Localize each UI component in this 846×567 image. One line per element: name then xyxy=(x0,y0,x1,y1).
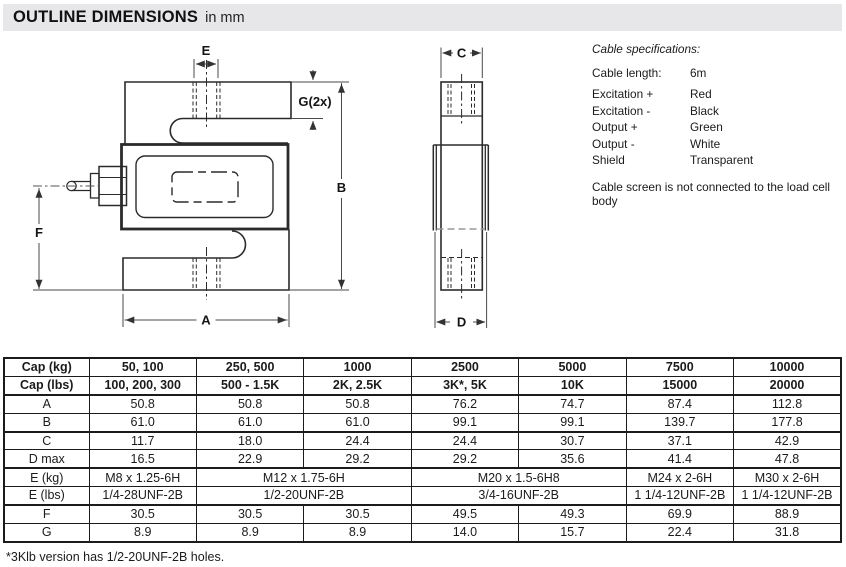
table-cell: 49.3 xyxy=(519,505,626,523)
cable-specifications xyxy=(592,41,846,209)
page-title: OUTLINE DIMENSIONS xyxy=(13,8,199,26)
dim-label-g: G(2x) xyxy=(298,94,332,109)
table-cell: 88.9 xyxy=(734,505,841,523)
table-cell: 15000 xyxy=(626,376,733,394)
dim-label-f: F xyxy=(35,225,43,240)
row-label: C xyxy=(4,432,89,450)
table-cell: 30.7 xyxy=(519,432,626,450)
cable-spec-row xyxy=(592,103,846,120)
table-cell: 2K, 2.5K xyxy=(304,376,411,394)
table-cell: 50.8 xyxy=(304,395,411,413)
cable-connector xyxy=(33,167,127,206)
table-cell: 18.0 xyxy=(196,432,303,450)
table-cell: 139.7 xyxy=(626,413,733,431)
spec-label: Output + xyxy=(592,120,638,134)
table-cell: 3K*, 5K xyxy=(411,376,518,394)
table-cell: 22.9 xyxy=(196,450,303,468)
table-cell: 61.0 xyxy=(89,413,196,431)
row-label: F xyxy=(4,505,89,523)
table-cell: 2500 xyxy=(411,358,518,376)
table-row xyxy=(4,395,841,413)
table-cell: 7500 xyxy=(626,358,733,376)
cable-spec-row xyxy=(592,136,846,153)
table-cell: 30.5 xyxy=(196,505,303,523)
spec-value: Black xyxy=(690,103,719,118)
table-cell: 87.4 xyxy=(626,395,733,413)
cable-spec-row xyxy=(592,65,846,82)
table-cell: 24.4 xyxy=(304,432,411,450)
spec-label: Excitation + xyxy=(592,87,654,101)
table-cell: 50.8 xyxy=(196,395,303,413)
dim-label-e: E xyxy=(201,43,211,58)
table-cell: 8.9 xyxy=(196,524,303,542)
table-cell: 76.2 xyxy=(411,395,518,413)
spec-value: Green xyxy=(690,120,723,134)
table-row xyxy=(4,432,841,450)
table-cell: 99.1 xyxy=(411,413,518,431)
front-view xyxy=(33,60,291,300)
table-cell: M8 x 1.25-6H xyxy=(89,468,196,486)
table-row xyxy=(4,468,841,486)
table-cell: 11.7 xyxy=(89,432,196,450)
cable-spec-row xyxy=(592,86,846,103)
table-row xyxy=(4,450,841,468)
table-cell: M20 x 1.5-6H8 xyxy=(411,468,626,486)
row-label: E (kg) xyxy=(4,468,89,486)
table-cell: 1000 xyxy=(304,358,411,376)
spec-value: 6m xyxy=(690,65,707,80)
table-cell: 177.8 xyxy=(734,413,841,431)
row-label: A xyxy=(4,395,89,413)
table-row xyxy=(4,524,841,542)
table-cell: 47.8 xyxy=(734,450,841,468)
table-cell: 24.4 xyxy=(411,432,518,450)
row-label: B xyxy=(4,413,89,431)
cable-spec-row xyxy=(592,152,846,169)
table-cell: 250, 500 xyxy=(196,358,303,376)
row-label: Cap (kg) xyxy=(4,358,89,376)
table-cell: 15.7 xyxy=(519,524,626,542)
table-cell: 3/4-16UNF-2B xyxy=(411,487,626,505)
row-label: G xyxy=(4,524,89,542)
row-label: D max xyxy=(4,450,89,468)
table-cell: 1/4-28UNF-2B xyxy=(89,487,196,505)
dim-label-b: B xyxy=(336,180,347,195)
table-cell: 99.1 xyxy=(519,413,626,431)
cable-specs-title: Cable specifications: xyxy=(592,42,701,56)
table-cell: 61.0 xyxy=(196,413,303,431)
spec-label: Shield xyxy=(592,153,625,167)
spec-value: White xyxy=(690,136,721,151)
table-cell: 20000 xyxy=(734,376,841,394)
dim-label-d: D xyxy=(456,314,467,330)
table-cell: 49.5 xyxy=(411,505,518,523)
table-cell: 29.2 xyxy=(411,450,518,468)
cable-screen-note: Cable screen is not connected to the load cell body xyxy=(592,179,831,208)
row-label: E (lbs) xyxy=(4,487,89,505)
dim-label-a: A xyxy=(201,312,211,328)
table-cell: 50, 100 xyxy=(89,358,196,376)
table-row xyxy=(4,376,841,394)
spec-label: Cable length: xyxy=(592,65,662,80)
table-cell: 1 1/4-12UNF-2B xyxy=(734,487,841,505)
spec-label: Excitation - xyxy=(592,103,651,118)
table-cell: 74.7 xyxy=(519,395,626,413)
dimensions-table xyxy=(3,357,842,543)
spec-value: Red xyxy=(690,87,712,101)
table-cell: 35.6 xyxy=(519,450,626,468)
table-cell: 42.9 xyxy=(734,432,841,450)
table-cell: M30 x 2-6H xyxy=(734,468,841,486)
table-row xyxy=(4,358,841,376)
table-cell: 22.4 xyxy=(626,524,733,542)
table-cell: 500 - 1.5K xyxy=(196,376,303,394)
spec-value: Transparent xyxy=(690,153,754,167)
section-header xyxy=(3,4,842,31)
table-cell: 30.5 xyxy=(89,505,196,523)
table-cell: 31.8 xyxy=(734,524,841,542)
table-cell: 50.8 xyxy=(89,395,196,413)
spec-label: Output - xyxy=(592,136,635,151)
table-cell: 8.9 xyxy=(89,524,196,542)
table-footnote: *3Klb version has 1/2-20UNF-2B holes. xyxy=(6,550,225,564)
units-label: in mm xyxy=(205,9,245,26)
table-cell: 1 1/4-12UNF-2B xyxy=(626,487,733,505)
table-cell: 61.0 xyxy=(304,413,411,431)
table-cell: 69.9 xyxy=(626,505,733,523)
table-cell: M12 x 1.75-6H xyxy=(196,468,411,486)
table-cell: 29.2 xyxy=(304,450,411,468)
table-cell: 41.4 xyxy=(626,450,733,468)
table-cell: 16.5 xyxy=(89,450,196,468)
table-cell: 100, 200, 300 xyxy=(89,376,196,394)
table-cell: 30.5 xyxy=(304,505,411,523)
table-cell: 112.8 xyxy=(734,395,841,413)
side-view-dimensions xyxy=(435,45,487,329)
table-row xyxy=(4,505,841,523)
table-cell: 5000 xyxy=(519,358,626,376)
table-cell: 10K xyxy=(519,376,626,394)
table-cell: 1/2-20UNF-2B xyxy=(196,487,411,505)
side-view xyxy=(433,74,488,299)
table-cell: 10000 xyxy=(734,358,841,376)
table-cell: 37.1 xyxy=(626,432,733,450)
table-cell: 8.9 xyxy=(304,524,411,542)
cable-spec-row xyxy=(592,119,846,136)
row-label: Cap (lbs) xyxy=(4,376,89,394)
table-row xyxy=(4,413,841,431)
table-cell: M24 x 2-6H xyxy=(626,468,733,486)
table-row xyxy=(4,487,841,505)
table-cell: 14.0 xyxy=(411,524,518,542)
dim-label-c: C xyxy=(456,45,467,61)
